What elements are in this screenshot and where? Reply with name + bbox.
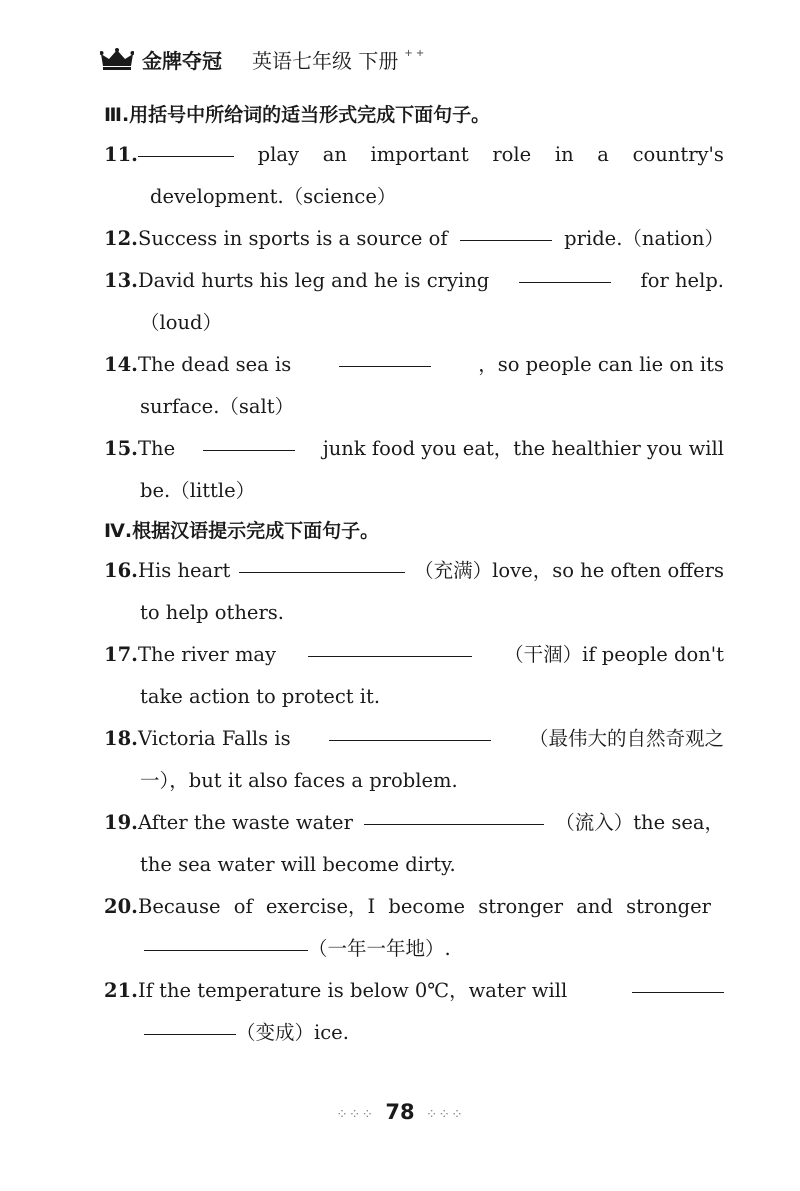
question-text: The dead sea is xyxy=(138,353,292,376)
question-text: His heart xyxy=(138,559,231,582)
book-title: 英语七年级 下册 xyxy=(252,48,399,73)
dots-decoration-right: ⁘⁘⁘ xyxy=(425,1107,464,1123)
question-text: （流入）the sea， xyxy=(555,811,724,834)
answer-blank[interactable] xyxy=(138,155,234,157)
question-text: for help. xyxy=(640,269,724,292)
question-text: 一），but it also faces a problem. xyxy=(140,769,458,792)
question-18 xyxy=(104,718,724,802)
question-17 xyxy=(104,634,724,718)
page-footer xyxy=(0,1100,800,1124)
question-number: 21. xyxy=(104,979,138,1002)
question-text: The xyxy=(138,437,176,460)
question-number: 16. xyxy=(104,559,138,582)
word: in xyxy=(554,143,574,166)
question-text: Victoria Falls is xyxy=(138,727,291,750)
word: important xyxy=(370,143,469,166)
question-12 xyxy=(104,218,724,260)
question-number: 14. xyxy=(104,353,138,376)
question-number: 19. xyxy=(104,811,138,834)
crown-icon xyxy=(100,48,134,70)
section-3-title: Ⅲ.用括号中所给词的适当形式完成下面句子。 xyxy=(104,104,491,126)
word: country's xyxy=(632,143,724,166)
question-number: 12. xyxy=(104,227,138,250)
question-19 xyxy=(104,802,724,886)
question-text: David hurts his leg and he is crying xyxy=(138,269,490,292)
answer-blank[interactable] xyxy=(239,571,405,573)
question-number: 11. xyxy=(104,143,138,166)
question-text: take action to protect it. xyxy=(140,685,381,708)
question-15 xyxy=(104,428,724,512)
dots-decoration-left: ⁘⁘⁘ xyxy=(336,1107,375,1123)
question-14 xyxy=(104,344,724,428)
answer-blank[interactable] xyxy=(519,281,611,283)
question-number: 18. xyxy=(104,727,138,750)
word: an xyxy=(322,143,347,166)
question-text: Because of exercise，I become stronger and stronger xyxy=(138,895,711,918)
question-13 xyxy=(104,260,724,344)
question-text: After the waste water xyxy=(138,811,353,834)
brand-title: 金牌夺冠 xyxy=(142,48,222,73)
question-text: （最伟大的自然奇观之 xyxy=(528,727,724,750)
question-text: The river may xyxy=(138,643,277,666)
word: play xyxy=(257,143,300,166)
question-21 xyxy=(104,970,724,1054)
question-text: junk food you eat，the healthier you will xyxy=(322,437,724,460)
question-number: 17. xyxy=(104,643,138,666)
answer-blank[interactable] xyxy=(364,823,544,825)
question-text: surface.（salt） xyxy=(140,395,295,418)
answer-blank[interactable] xyxy=(460,239,552,241)
answer-blank[interactable] xyxy=(308,655,472,657)
question-number: 15. xyxy=(104,437,138,460)
answer-blank[interactable] xyxy=(144,949,308,951)
question-16 xyxy=(104,550,724,634)
page-header xyxy=(100,44,424,74)
question-text: （一年一年地）. xyxy=(308,937,451,960)
question-text: （变成）ice. xyxy=(236,1021,349,1044)
question-text: the sea water will become dirty. xyxy=(140,853,456,876)
question-text: （loud） xyxy=(140,311,223,334)
answer-blank[interactable] xyxy=(339,365,431,367)
answer-blank[interactable] xyxy=(329,739,491,741)
question-text: ，so people can lie on its xyxy=(478,353,724,376)
answer-blank[interactable] xyxy=(203,449,295,451)
question-number: 20. xyxy=(104,895,138,918)
word: a xyxy=(597,143,609,166)
section-4-title: Ⅳ.根据汉语提示完成下面句子。 xyxy=(104,520,380,542)
question-20 xyxy=(104,886,724,970)
question-text: Success in sports is a source of xyxy=(138,227,448,250)
page-number: 78 xyxy=(385,1100,415,1124)
question-number: 13. xyxy=(104,269,138,292)
question-text: If the temperature is below 0℃，water will xyxy=(138,979,568,1002)
answer-blank[interactable] xyxy=(632,991,724,993)
question-text: be.（little） xyxy=(140,479,256,502)
question-text: （干涸）if people don't xyxy=(504,643,724,666)
question-text: to help others. xyxy=(140,601,284,624)
word: role xyxy=(492,143,532,166)
answer-blank[interactable] xyxy=(144,1033,236,1035)
question-11 xyxy=(104,134,724,218)
worksheet-content xyxy=(104,96,724,1054)
question-text: （充满）love，so he often offers xyxy=(414,559,724,582)
question-text: development.（science） xyxy=(150,185,397,208)
question-text: pride.（nation） xyxy=(564,227,724,250)
sparkle-decoration: + + xyxy=(404,47,425,59)
